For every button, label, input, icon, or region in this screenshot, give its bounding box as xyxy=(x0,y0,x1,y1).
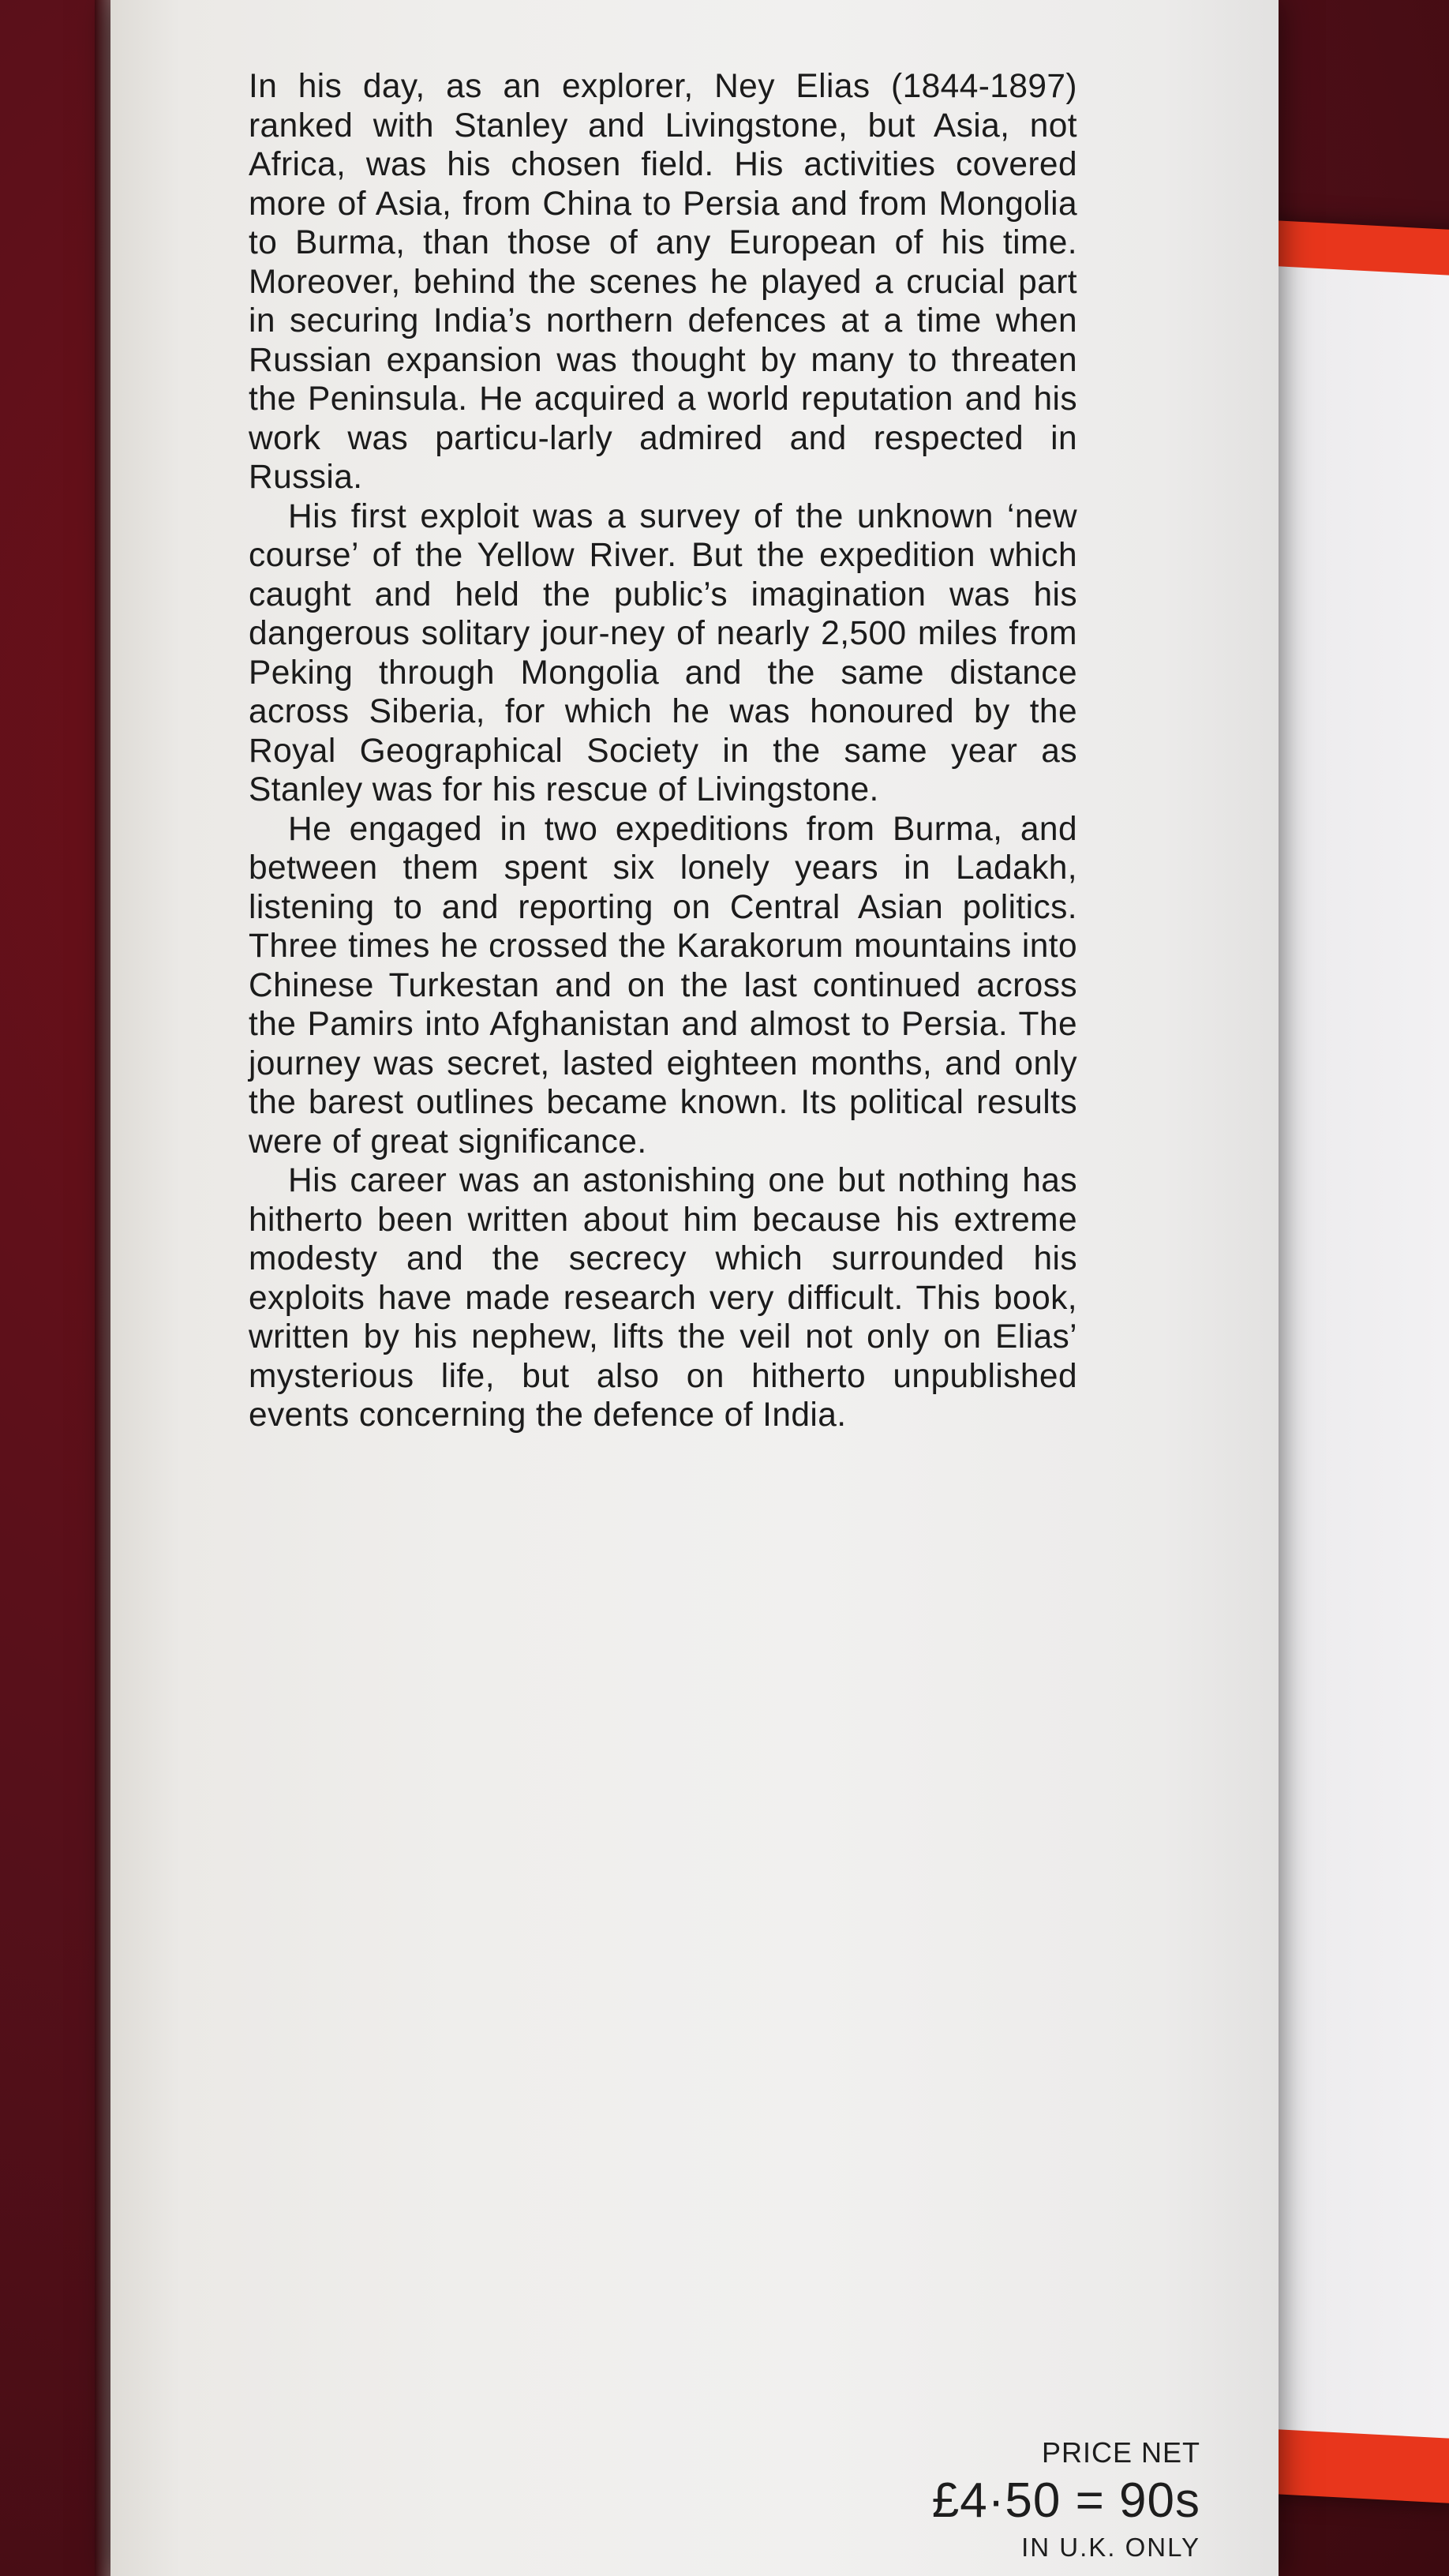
blurb-paragraph-3: He engaged in two expeditions from Burma, and between them spent six lonely years in Ladakh, listening to and reporting on Central Asian politics. Three times he crossed the Karakorum mountains into Chinese Turkestan and on the last continued across the Pamirs into Afghanistan and almost to Persia. The journey was secret, lasted eighteen months, and only the barest outlines became known. Its political results were of great significance. xyxy=(249,810,1077,1161)
price-label: PRICE NET xyxy=(1041,2436,1200,2469)
blurb-paragraph-4: His career was an astonishing one but nothing has hitherto been written about him because his extreme modesty and the secrecy which surrounded his exploits have made research very difficult. This book, written by his nephew, lifts the veil not only on Elias’ mysterious life, but also on hitherto unpublished events concerning the defence of India. xyxy=(249,1162,1077,1434)
flap-blurb xyxy=(249,67,1077,1435)
blurb-paragraph-1: In his day, as an explorer, Ney Elias (1844-1897) ranked with Stanley and Livingstone, but Asia, not Africa, was his chosen field. His activities covered more of Asia, from China to Persia and from Mongolia to Burma, than those of any European of his time. Moreover, behind the scenes he played a crucial part in securing India’s northern defences at a time when Russian expansion was thought by many to threaten the Peninsula. He acquired a world reputation and his work was particu-larly admired and respected in Russia. xyxy=(249,68,1077,496)
blurb-paragraph-2: His first exploit was a survey of the unknown ‘new course’ of the Yellow River. But the expedition which caught and held the public’s imagination was his dangerous solitary jour-ney of nearly 2,500 miles from Peking through Mongolia and the same distance across Siberia, for which he was honoured by the Royal Geographical Society in the same year as Stanley was for his rescue of Livingstone. xyxy=(249,497,1077,808)
price-region: IN U.K. ONLY xyxy=(1021,2533,1200,2562)
price-amount: £4·50 = 90s xyxy=(931,2473,1200,2528)
price-block xyxy=(790,2435,1200,2563)
